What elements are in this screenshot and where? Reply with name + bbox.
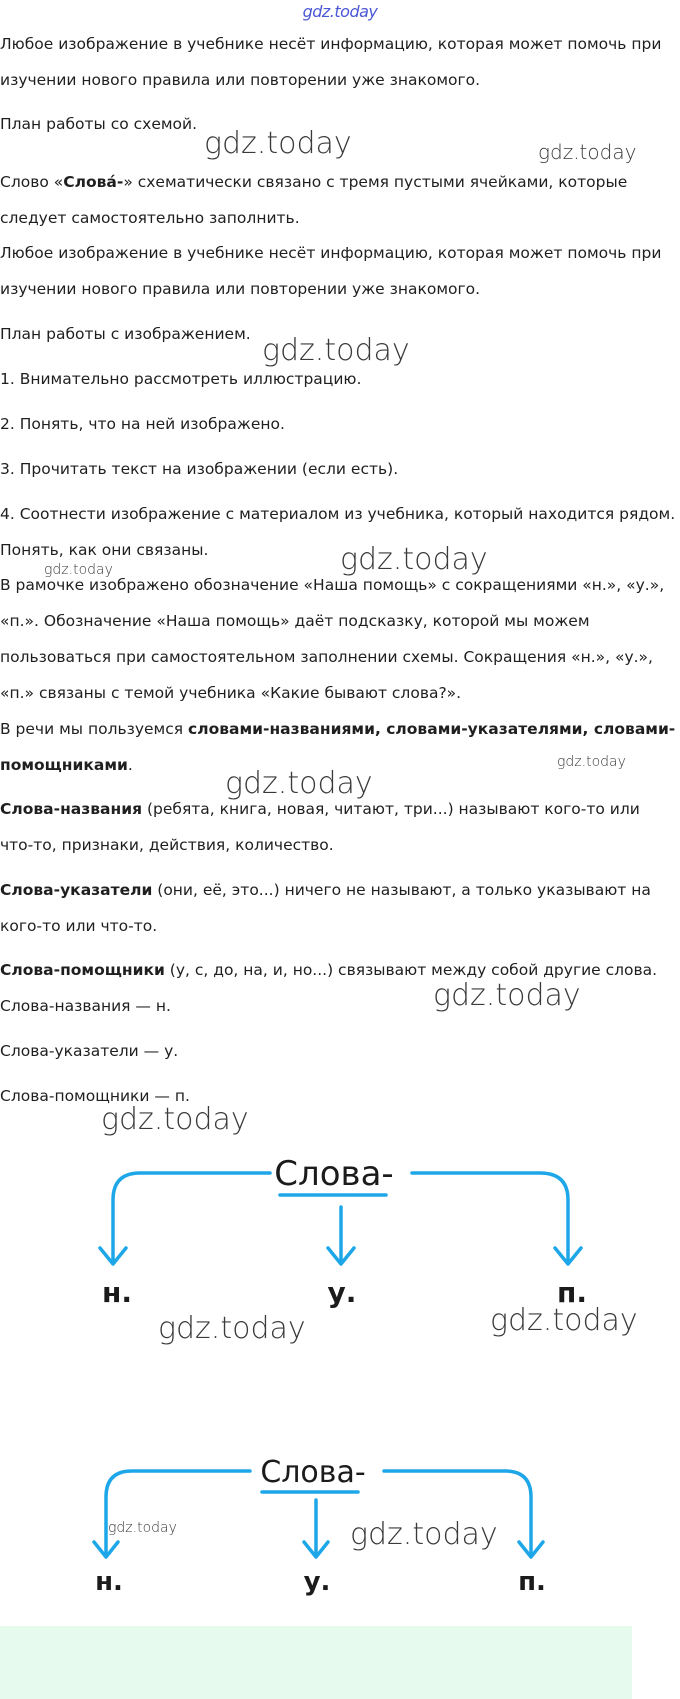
bold-term: Слова-названия (0, 800, 143, 818)
text-fragment: (они, её, это...) ничего не называют, а только указывают на кого-то или что-то. (0, 881, 651, 935)
watermark: gdz.today (101, 1102, 249, 1137)
abbr-helper: Слова-помощники — п. (0, 1087, 190, 1105)
watermark: gdz.today (44, 562, 113, 578)
text-fragment: . (127, 756, 133, 774)
plan-step-2: 2. Понять, что на ней изображено. (0, 415, 285, 433)
watermark: gdz.today (108, 1520, 177, 1536)
plan-step-1: 1. Внимательно рассмотреть иллюстрацию. (0, 370, 362, 388)
footer-panel (0, 1626, 632, 1699)
watermark: gdz.today (204, 126, 352, 161)
label-p: п. (518, 1567, 546, 1597)
watermark: gdz.today (225, 766, 373, 801)
plan-step-3: 3. Прочитать текст на изображении (если есть). (0, 460, 399, 478)
arrow-right (412, 1173, 568, 1262)
text-fragment: (ребята, книга, новая, читают, три...) называют кого-то или что-то, признаки, действия, количество. (0, 800, 640, 854)
watermark: gdz.today (490, 1303, 638, 1338)
paragraph-word-scheme (0, 164, 676, 236)
abbr-pointer: Слова-указатели — у. (0, 1042, 179, 1060)
watermark: gdz.today (158, 1311, 306, 1346)
text-fragment: В речи мы пользуемся (0, 720, 189, 738)
paragraph-frame-description: В рамочке изображено обозначение «Наша помощь» с сокращениями «н.», «у.», «п.». Обозначение «Наша помощь» даёт подсказку, которой мы можем пользоваться при самостоятельном заполнении схемы. Сокращения «н.», «у.», «п.» связаны с темой учебника «Какие бывают слова?». (0, 576, 665, 702)
abbr-naming: Слова-названия — н. (0, 997, 171, 1015)
label-p: п. (557, 1276, 587, 1309)
watermark: gdz.today (557, 754, 626, 770)
watermark: gdz.today (538, 140, 637, 164)
plan-step-4: 4. Соотнести изображение с материалом из учебника, который находится рядом. Понять, как они связаны. (0, 505, 676, 559)
watermark: gdz.today (262, 333, 410, 368)
label-u: у. (327, 1276, 357, 1309)
paragraph-naming-words (0, 791, 676, 863)
watermark: gdz.today (350, 1517, 498, 1552)
paragraph-intro-1: Любое изображение в учебнике несёт информацию, которая может помочь при изучении нового правила или повторении уже знакомого. (0, 35, 662, 89)
label-u: у. (303, 1567, 331, 1597)
paragraph-pointer-words (0, 872, 676, 944)
bold-term: Слова-указатели (0, 881, 153, 899)
text-fragment: Слово « (0, 173, 64, 191)
paragraph-image-plan: План работы с изображением. (0, 325, 251, 343)
arrow-left (113, 1173, 270, 1262)
paragraph-intro-2: Любое изображение в учебнике несёт информацию, которая может помочь при изучении нового правила или повторении уже знакомого. (0, 244, 662, 298)
text-fragment: (у, с, до, на, и, но...) связывают между собой другие слова. (164, 961, 658, 979)
label-n: н. (102, 1276, 132, 1309)
text-fragment: » схематически связано с тремя пустыми ячейками, которые следует самостоятельно заполнить. (0, 173, 628, 227)
watermark: gdz.today (340, 542, 488, 577)
diagram-1 (0, 1140, 680, 1320)
bold-term: Слова-помощники (0, 961, 165, 979)
bold-word: Слова́- (63, 173, 124, 191)
bold-term: словами-названиями, словами-указателями, словами-помощниками (0, 720, 676, 774)
arrow-left (106, 1471, 250, 1555)
header-watermark: gdz.today (302, 2, 378, 21)
paragraph-scheme-plan: План работы со схемой. (0, 115, 198, 133)
label-n: н. (95, 1567, 123, 1597)
diagram-2 (0, 1440, 680, 1600)
watermark: gdz.today (433, 978, 581, 1013)
diagram-title: Слова- (260, 1455, 366, 1490)
diagram-title: Слова- (274, 1154, 394, 1194)
